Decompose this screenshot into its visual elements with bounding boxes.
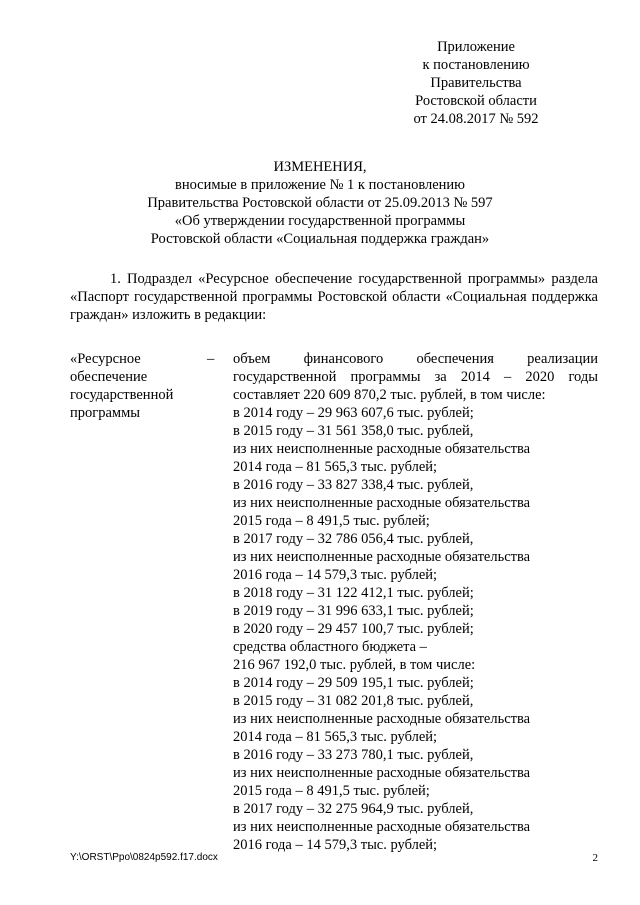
- resource-label-line: обеспечение: [70, 369, 148, 385]
- resource-detail-line: объем финансового обеспечения реализации: [233, 351, 598, 367]
- attachment-line: Правительства: [430, 75, 522, 91]
- resource-label-line: государственной: [70, 387, 174, 403]
- title-line: Правительства Ростовской области от 25.09.2013 № 597: [147, 195, 493, 211]
- resource-detail-line: 2016 года – 14 579,3 тыс. рублей;: [233, 567, 438, 583]
- resource-detail-line: в 2016 году – 33 827 338,4 тыс. рублей,: [233, 477, 474, 493]
- resource-detail-line: 2014 года – 81 565,3 тыс. рублей;: [233, 729, 438, 745]
- resource-detail-line: в 2014 году – 29 509 195,1 тыс. рублей;: [233, 675, 474, 691]
- resource-detail-line: в 2015 году – 31 561 358,0 тыс. рублей,: [233, 423, 474, 439]
- attachment-line: от 24.08.2017 № 592: [413, 111, 539, 127]
- resource-detail-line: 2015 года – 8 491,5 тыс. рублей;: [233, 513, 430, 529]
- resource-detail-line: из них неисполненные расходные обязательства: [233, 765, 531, 781]
- resource-detail-line: из них неисполненные расходные обязательства: [233, 441, 531, 457]
- resource-detail-line: в 2017 году – 32 786 056,4 тыс. рублей,: [233, 531, 474, 547]
- resource-label: [70, 350, 190, 422]
- resource-label-line: «Ресурсное: [70, 351, 141, 367]
- resource-detail-line: в 2014 году – 29 963 607,6 тыс. рублей;: [233, 405, 474, 421]
- resource-detail-line: из них неисполненные расходные обязательства: [233, 549, 531, 565]
- resource-detail-line: средства областного бюджета –: [233, 639, 427, 655]
- resource-detail-line: в 2017 году – 32 275 964,9 тыс. рублей,: [233, 801, 474, 817]
- resource-detail-line: государственной программы за 2014 – 2020 годы: [233, 369, 598, 385]
- resource-detail-line: в 2016 году – 33 273 780,1 тыс. рублей,: [233, 747, 474, 763]
- footer-file-path: Y:\ORST\Ppo\0824p592.f17.docx: [70, 852, 218, 863]
- attachment-line: Приложение: [437, 39, 515, 55]
- paragraph-1-text: 1. Подраздел «Ресурсное обеспечение государственной программы» раздела «Паспорт государственной программы Ростовской области «Социальная поддержка граждан» изложить в редакции:: [70, 271, 598, 323]
- resource-detail-line: в 2019 году – 31 996 633,1 тыс. рублей;: [233, 603, 474, 619]
- document-title: [60, 158, 580, 248]
- resource-detail-line: из них неисполненные расходные обязательства: [233, 711, 531, 727]
- resource-detail-line: 2015 года – 8 491,5 тыс. рублей;: [233, 783, 430, 799]
- resource-dash: –: [207, 351, 215, 367]
- attachment-block: [376, 38, 576, 128]
- title-line: вносимые в приложение № 1 к постановлению: [174, 177, 466, 193]
- attachment-line: Ростовской области: [415, 93, 537, 109]
- resource-label-line: программы: [70, 405, 140, 421]
- resource-detail-line: 216 967 192,0 тыс. рублей, в том числе:: [233, 657, 476, 673]
- page-footer: [70, 852, 598, 863]
- resource-detail-line: 2016 года – 14 579,3 тыс. рублей;: [233, 837, 438, 853]
- title-line: «Об утверждении государственной программы: [174, 213, 466, 229]
- resource-detail-line: в 2015 году – 31 082 201,8 тыс. рублей,: [233, 693, 474, 709]
- resource-detail-line: из них неисполненные расходные обязательства: [233, 819, 531, 835]
- page-number: 2: [592, 852, 598, 864]
- resource-detail-line: в 2020 году – 29 457 100,7 тыс. рублей;: [233, 621, 474, 637]
- resource-details: [233, 350, 598, 854]
- resource-detail-line: составляет 220 609 870,2 тыс. рублей, в том числе:: [233, 387, 546, 403]
- attachment-line: к постановлению: [422, 57, 530, 73]
- title-heading: ИЗМЕНЕНИЯ,: [273, 159, 367, 175]
- resource-detail-line: 2014 года – 81 565,3 тыс. рублей;: [233, 459, 438, 475]
- resource-detail-line: из них неисполненные расходные обязательства: [233, 495, 531, 511]
- paragraph-1: [70, 270, 598, 324]
- resource-detail-line: в 2018 году – 31 122 412,1 тыс. рублей;: [233, 585, 474, 601]
- title-line: Ростовской области «Социальная поддержка граждан»: [150, 231, 490, 247]
